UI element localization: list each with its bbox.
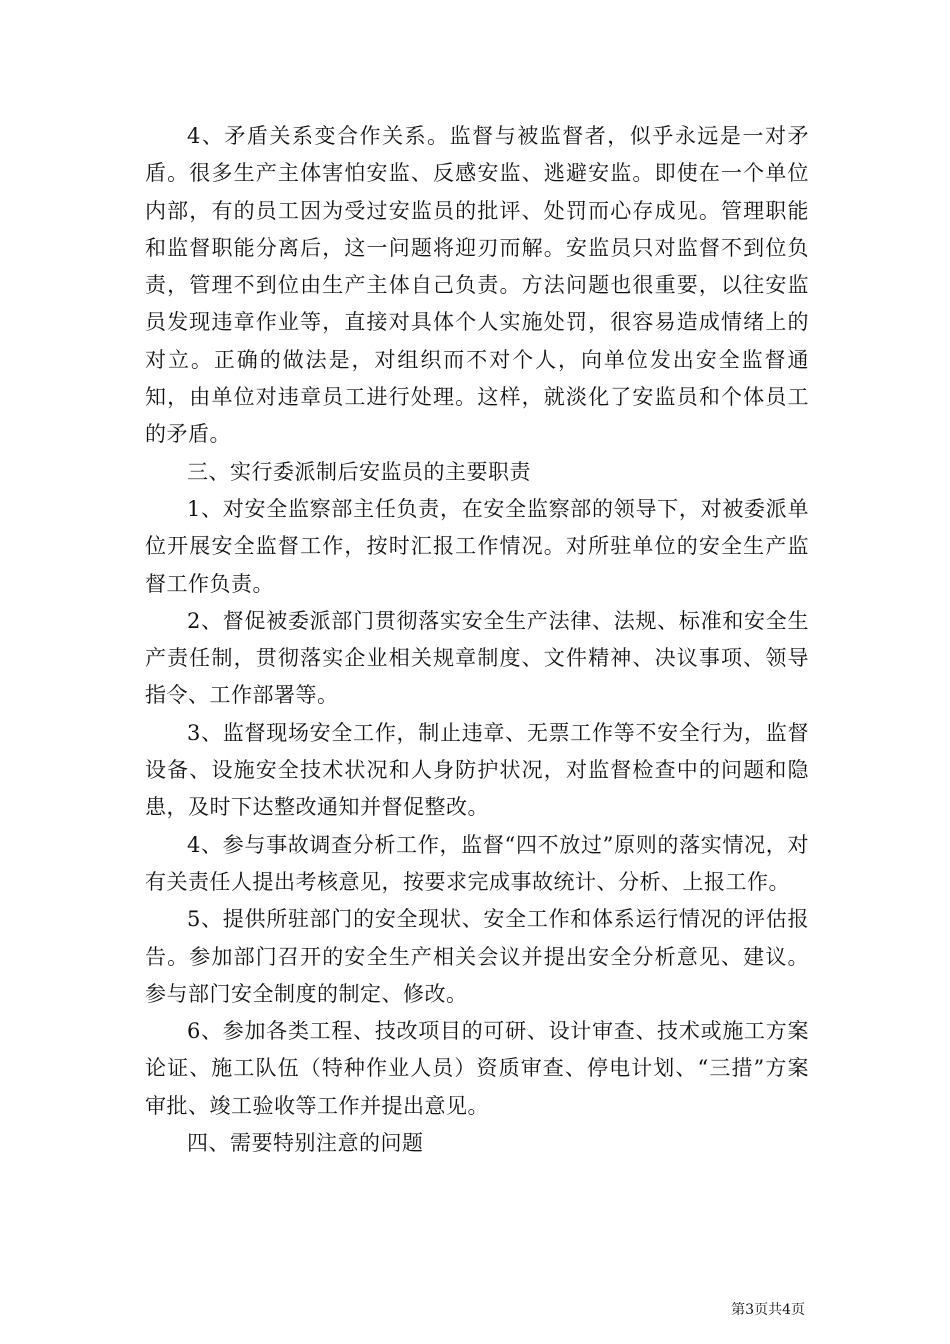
document-body bbox=[145, 118, 809, 1162]
paragraph-duty-1: 1、对安全监察部主任负责，在安全监察部的领导下，对被委派单位开展安全监督工作，按时汇报工作情况。对所驻单位的安全生产监督工作负责。 bbox=[145, 496, 809, 596]
paragraph-duty-6: 6、参加各类工程、技改项目的可研、设计审查、技术或施工方案论证、施工队伍（特种作业人员）资质审查、停电计划、“三措”方案审批、竣工验收等工作并提出意见。 bbox=[145, 1019, 809, 1118]
paragraph-contradiction-to-cooperation: 4、矛盾关系变合作关系。监督与被监督者，似乎永远是一对矛盾。很多生产主体害怕安监、反感安监、逃避安监。即使在一个单位内部，有的员工因为受过安监员的批评、处罚而心存成见。管理职能和监督职能分离后，这一问题将迎刃而解。安监员只对监督不到位负责，管理不到位由生产主体自己负责。方法问题也很重要，以往安监员发现违章作业等，直接对具体个人实施处罚，很容易造成情绪上的对立。正确的做法是，对组织而不对个人，向单位发出安全监督通知，由单位对违章员工进行处理。这样，就淡化了安监员和个体员工的矛盾。 bbox=[145, 124, 809, 447]
paragraph-duty-3: 3、监督现场安全工作，制止违章、无票工作等不安全行为，监督设备、设施安全技术状况和人身防护状况，对监督检查中的问题和隐患，及时下达整改通知并督促整改。 bbox=[145, 720, 809, 820]
paragraph-duty-2: 2、督促被委派部门贯彻落实安全生产法律、法规、标准和安全生产责任制，贯彻落实企业相关规章制度、文件精神、决议事项、领导指令、工作部署等。 bbox=[145, 608, 809, 708]
paragraph-duty-5: 5、提供所驻部门的安全现状、安全工作和体系运行情况的评估报告。参加部门召开的安全生产相关会议并提出安全分析意见、建议。参与部门安全制度的制定、修改。 bbox=[145, 907, 809, 1006]
page-number: 第3页共4页 bbox=[731, 1302, 805, 1318]
paragraph-duty-4: 4、参与事故调查分析工作，监督“四不放过”原则的落实情况，对有关责任人提出考核意见，按要求完成事故统计、分析、上报工作。 bbox=[145, 832, 809, 894]
section-heading-duties: 三、实行委派制后安监员的主要职责 bbox=[187, 459, 531, 484]
section-heading-special-issues: 四、需要特别注意的问题 bbox=[187, 1131, 424, 1156]
